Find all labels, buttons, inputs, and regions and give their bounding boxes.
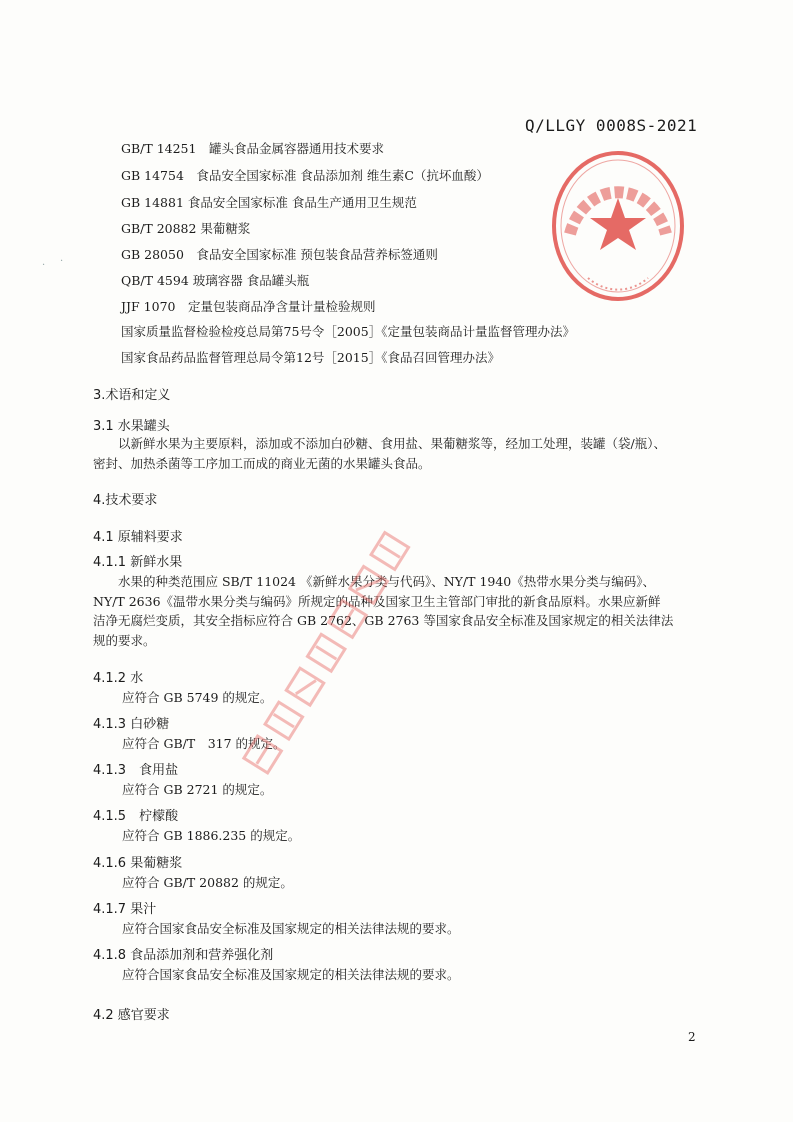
reference-item: GB 14881 食品安全国家标准 食品生产通用卫生规范 (121, 195, 417, 210)
clause-paragraph: 水果的种类范围应 SB/T 11024 《新鲜水果分类与代码》、NY/T 1940《热带水果分类与编码》、 NY/T 2636《温带水果分类与编码》所规定的品种及国家卫生主管部门审批的新食品原料。水果应新鲜 洁净无腐烂变质，其安全指标应符合 GB 2762、GB 2763 等国家食品安全标准及国家规定的相关法律法 规的要求。 (93, 574, 674, 648)
clause-heading: 4.1.3 食用盐 (93, 763, 179, 778)
reference-item: GB/T 14251 罐头食品金属容器通用技术要求 (121, 141, 384, 156)
reference-item: GB 28050 食品安全国家标准 预包装食品营养标签通则 (121, 247, 438, 262)
clause-text: 应符合 GB 5749 的规定。 (122, 690, 273, 705)
reference-item: GB/T 20882 果葡糖浆 (121, 221, 251, 236)
reference-item: 国家食品药品监督管理总局令第12号［2015］《食品召回管理办法》 (121, 350, 500, 365)
section-heading: 3.术语和定义 (93, 388, 171, 403)
subsection-heading: 3.1 水果罐头 (93, 419, 170, 434)
reference-item: QB/T 4594 玻璃容器 食品罐头瓶 (121, 273, 310, 288)
reference-item: 国家质量监督检验检疫总局第75号令［2005］《定量包装商品计量监督管理办法》 (121, 324, 575, 339)
watermark-stamp-icon (175, 500, 495, 800)
clause-heading: 4.1.6 果葡糖浆 (93, 856, 183, 871)
subsection-heading: 4.2 感官要求 (93, 1008, 170, 1023)
page-number: 2 (688, 1030, 696, 1044)
clause-text: 应符合国家食品安全标准及国家规定的相关法律法规的要求。 (122, 921, 460, 936)
scan-speck-icon: · (42, 260, 46, 271)
document-code: Q/LLGY 0008S-2021 (525, 116, 698, 135)
clause-heading: 4.1.2 水 (93, 671, 144, 686)
clause-text: 应符合国家食品安全标准及国家规定的相关法律法规的要求。 (122, 967, 460, 982)
clause-heading: 4.1.1 新鲜水果 (93, 555, 183, 570)
clause-text: 应符合 GB 2721 的规定。 (122, 782, 273, 797)
clause-heading: 4.1.5 柠檬酸 (93, 809, 179, 824)
clause-text: 应符合 GB/T 20882 的规定。 (122, 875, 293, 890)
clause-heading: 4.1.7 果汁 (93, 902, 157, 917)
clause-text: 应符合 GB/T 317 的规定。 (122, 736, 286, 751)
clause-heading: 4.1.3 白砂糖 (93, 717, 170, 732)
company-seal-icon (548, 146, 688, 306)
subsection-heading: 4.1 原辅料要求 (93, 530, 183, 545)
clause-text: 应符合 GB 1886.235 的规定。 (122, 828, 301, 843)
scan-speck-icon: · (60, 256, 64, 267)
reference-item: JJF 1070 定量包装商品净含量计量检验规则 (121, 299, 376, 314)
definition-paragraph: 以新鲜水果为主要原料，添加或不添加白砂糖、食用盐、果葡糖浆等，经加工处理，装罐（袋/瓶）、 密封、加热杀菌等工序加工而成的商业无菌的水果罐头食品。 (93, 436, 666, 471)
reference-item: GB 14754 食品安全国家标准 食品添加剂 维生素C（抗坏血酸） (121, 168, 489, 183)
clause-heading: 4.1.8 食品添加剂和营养强化剂 (93, 948, 274, 963)
section-heading: 4.技术要求 (93, 493, 158, 508)
